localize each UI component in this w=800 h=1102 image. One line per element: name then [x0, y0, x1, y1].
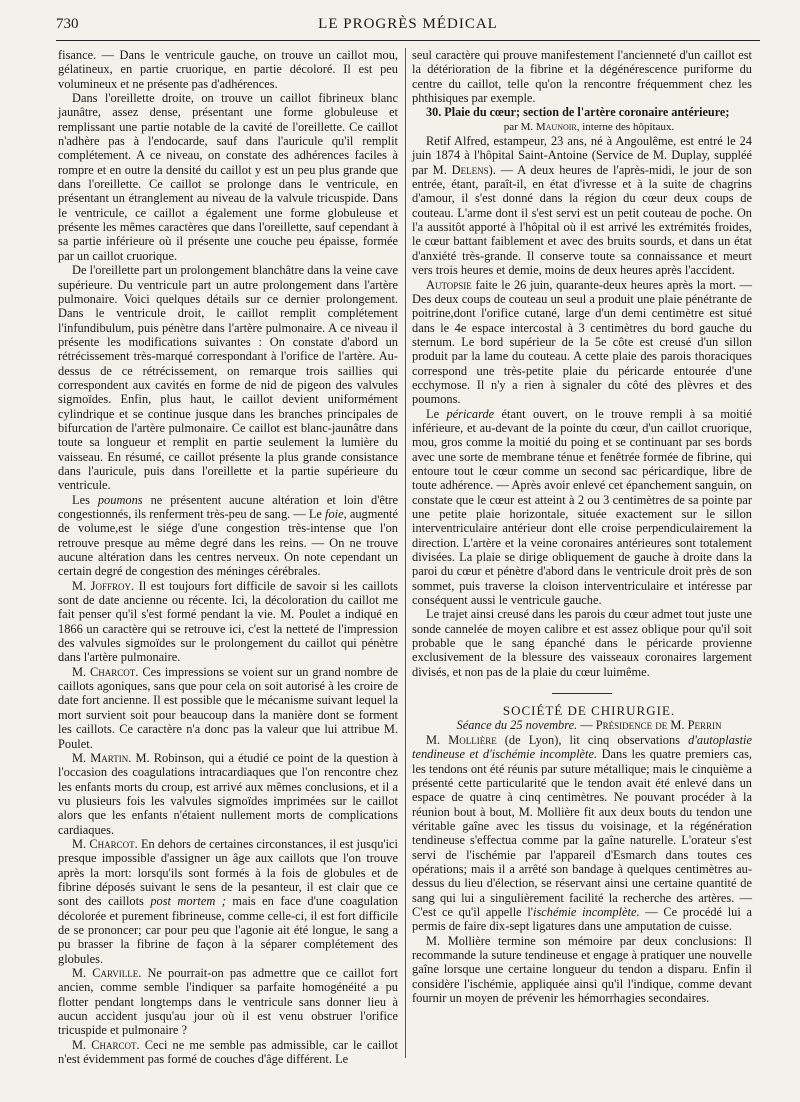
paragraph — [412, 134, 752, 277]
text: Ne pourrait-on pas admettre que ce caillot fort ancien, comme semble l'indiquer sa parfaite homogénéité a pu flotter pendant longtemps dans le ventricule sans donner lieu à aucun accident jusqu'au jour où il est venu obstruer l'orifice tricuspide et pulmonaire ? — [58, 966, 398, 1038]
paragraph: seul caractère qui prouve manifestement l'ancienneté d'un caillot est la détérioration de la fibrine et la dégénérescence puriforme du centre du caillot, telle qu'on la rencontre fréquemment chez les phthisiques par exemple. — [412, 48, 752, 106]
paragraph — [412, 278, 752, 407]
left-column — [58, 48, 398, 1066]
paragraph — [58, 751, 398, 837]
text: Ceci ne me semble pas admissible, car le caillot n'est évidemment pas formé de couches d'âge différent. Le — [58, 1037, 398, 1067]
italic-term: péricarde — [446, 406, 495, 421]
paragraph — [58, 1038, 398, 1067]
text: Il est toujours fort difficile de savoir si les caillots sont de date ancienne ou récente. Ici, la décoloration du caillot me fait penser qu'il s'est formé pendant la vie. M. Poulet a indiqué en 1866 un caractère qui se retrouve ici, c'est la netteté de l'impression des valvules sigmoïdes sur le prolongement du caillot qui pénètre dans l'artère pulmonaire. — [58, 578, 398, 665]
text: Ces impressions se voient sur un grand nombre de caillots agoniques, sans que pour cela on soit autorisé à les croire de date fort ancienne. Il est possible que le mécanisme suivant lequel la mort survient soit pour beaucoup dans la manière dont se forment les caillots. Ce caractère n'a donc pas la valeur que lui attribue M. Poulet. — [58, 664, 399, 751]
italic-term: ischémie incomplète. — [533, 904, 640, 919]
text: (de Lyon), lit cinq observations — [496, 732, 689, 747]
president-name: Perrin — [687, 718, 722, 733]
page-header — [56, 16, 760, 38]
paragraph: Le trajet ainsi creusé dans les parois du cœur admet tout juste une sonde cannelée de moyen calibre et est assez oblique pour qu'il soit probable que le sang épanché dans le péricarde provienne exclusivement de la blessure des vaisseaux coronaires largement divisés, et non pas de la plaie du cœur luimême. — [412, 607, 752, 679]
italic-term: foie — [325, 507, 344, 521]
section-label: Autopsie — [426, 277, 472, 292]
text: M. Robinson, qui a étudié ce point de la question à l'occasion des coagulations intracardiaques que l'on rencontre chez les enfants morts du croup, est arrivé aux mêmes conclusions, et il a vu plusieurs fois les valvules sigmoïdes imprimées sur le caillot alors que les enfants n'étaient nullement morts de complications cardiaques. — [58, 750, 398, 837]
section-title: SOCIÉTÉ DE CHIRURGIE. — [502, 703, 676, 719]
text: faite le 26 juin, quarante-deux heures après la mort. — Des deux coups de couteau un seul a produit une plaie pénétrante de poitrine,dont l'orifice cutané, large d'un demi centimètre est situé dans le 4e espace intercostal à 3 centimètres du bord gauche du sternum. Le bord supérieur de la 5e côte est creusé d'un sillon produit par la lame du couteau. A cette plaie des parois thoraciques correspond une très-petite plaie du péricarde entourée d'une ecchymose. Il n'y a rien à signaler du côté des plèvres et des poumons. — [412, 277, 752, 407]
paragraph — [58, 837, 398, 966]
text: par M. — [503, 120, 536, 133]
journal-title: LE PROGRÈS MÉDICAL — [318, 16, 498, 32]
text: Retif Alfred, estampeur, 23 ans, né à Angoulême, est entré le 24 juin 1874 à l'hôpital Saint-Antoine (Service de M. Duplay, suppléé par M. — [412, 134, 752, 177]
paragraph — [58, 966, 398, 1038]
paragraph: De l'oreillette part un prolongement blanchâtre dans la veine cave supérieure. Du ventricule part un autre prolongement dans l'artère pulmonaire. Voici quelques détails sur ce dernier prolongement. Dans le ventricule droit, le caillot remplit complétement l'infundibulum, puis pénètre dans l'artère pulmonaire. A ce niveau il présente les modifications suivantes : On constate d'abord un rétrécissement très-marqué correspondant à l'orifice de l'artère. Au-dessus de ce rétrécissement, on remarque trois saillies qui correspondent aux cavités en forme de nid de pigeon des valvules sigmoïdes. Enfin, plus haut, le caillot devient uniformément cylindrique et se continue jusque dans les branches principales de bifurcation de l'artère pulmonaire. Ce caillot est blanc-jaunâtre dans toute sa longueur et remplit en partie seulement la lumière du vaisseau. En résumé, ce caillot présente la plus grande consistance dans l'auricule, puis dans l'oreillette et la partie supérieure du ventricule. — [58, 263, 398, 493]
author-name: Maunoir — [535, 120, 577, 133]
text: — Présidence de M. — [577, 718, 688, 733]
text: En dehors de certaines circonstances, il est jusqu'ici presque impossible d'assigner un âge aux caillots que l'on trouve après la mort: lorsqu'ils sont formés à la fois de globules et de fibrine déposés suivant le sens de la pesanteur, il est clair que ce sont des caillots — [58, 836, 399, 909]
speaker-name: M. Carville. — [72, 966, 142, 980]
text: Dans les quatre premiers cas, les tendons ont été réunis par suture métallique; mais le cinquième a présenté cette particularité que le tendon avait été enlevé dans un espace de quatre à cinq centimètres. Ne pouvant procéder à la réunion bout à bout, M. Mollière fit aux deux bouts du tendon une véritable gaîne avec les tissus du voisinage, et la régénération tendineuse s'effectua comme par la gaîne naturelle. L'orateur s'est servi de l'ischémie par l'appareil d'Esmarch dans toutes ces opérations; mais il a arrêté son bandage à quelques centimètres au-dessus du lieu d'élection, se réservant ainsi une certaine quantité de sang qui lui a singulièrement facilité la recherche des artères. — C'est ce qu'il appelle l' — [412, 747, 753, 919]
page-number: 730 — [56, 16, 79, 32]
speaker-name: M. Mollière — [426, 732, 497, 747]
text: Le — [426, 406, 447, 421]
italic-term: poumons — [97, 492, 143, 507]
text: ne présentent aucune altération et loin d'être congestionnés, ils renferment très-peu de sang. — Le — [58, 492, 398, 521]
observation-title: 30. Plaie du cœur; section de l'artère coronaire antérieure; — [426, 105, 730, 120]
right-column — [412, 48, 752, 1005]
text: — Ce procédé lui a permis de faire dix-sept ligatures dans une amputation de cuisse. — [412, 904, 753, 934]
text: , interne des hôpitaux. — [576, 120, 675, 133]
italic-term: d'autoplastie tendineuse et d'ischémie incomplète. — [412, 732, 752, 762]
speaker-name: M. Charcot. — [72, 836, 138, 851]
text: mais en face d'une coagulation décolorée et purement fibrineuse, comme celle-ci, il est fort difficile de se prononcer; car pour peu que l'agonie ait été longue, le sang a pu brasser la fibrine de façon à la séparer complétement des globules. — [58, 894, 398, 966]
section-rule — [552, 693, 612, 694]
speaker-name: M. Charcot. — [72, 1037, 140, 1052]
speaker-name: M. Charcot. — [72, 664, 139, 679]
speaker-name: M. Joffroy. — [72, 578, 135, 593]
column-divider — [405, 48, 406, 1058]
paragraph — [412, 407, 752, 608]
text: , augmenté de volume,est le siége d'une congestion très-intense que l'on retrouve presque au même degré dans les reins. — On ne trouve aucune altération dans les centres nerveux. On note cependant un certain degré de congestion des méninges cérébrales. — [58, 507, 398, 579]
paragraph — [58, 493, 398, 579]
speaker-name: M. Martin. — [72, 750, 132, 765]
paragraph — [58, 665, 398, 751]
italic-term: post mortem ; — [150, 894, 226, 909]
text: Les — [72, 492, 98, 507]
paragraph — [58, 579, 398, 665]
session-date: Séance du 25 novembre. — [456, 718, 578, 733]
header-rule — [56, 40, 760, 41]
person-name: Delens — [451, 162, 489, 177]
paragraph: M. Mollière termine son mémoire par deux conclusions: Il recommande la suture tendineuse et engage à pratiquer une nouvelle gaîne lorsque une certaine longueur du tendon a disparu. Enfin il considère l'ischémie, appliquée ainsi qu'il l'indique, comme devant fournir un moyen de prévenir les hémorrhagies secondaires. — [412, 933, 752, 1005]
paragraph — [412, 733, 752, 934]
text: étant ouvert, on le trouve rempli à sa moitié inférieure, et au-devant de la pointe du cœur, d'un caillot cruorique, mou, gros comme la moitié du poing et se continuant par ses bords avec une sorte de membrane ténue et fenêtrée formée de fibrine, qui entoure tout le cœur comme un second sac péricardique, libre de toute adhérence. — Après avoir enlevé cet épanchement sanguin, on constate que le cœur est atteint à 2 ou 3 centimètres de sa pointe par une petite plaie horizontale, située exactement sur le sillon interventriculaire antérieur dont elle croise perpendiculairement la direction. L'artère et la veine coronaires antérieures sont totalement divisées. La plaie se dirige obliquement de gauche à droite dans la paroi du cœur et pénètre d'abord dans le ventricule droit près de son sommet, puis traverse la cloison interventriculaire et intéresse par conséquent aussi le ventricule gauche. — [412, 406, 752, 608]
paragraph: Dans l'oreillette droite, on trouve un caillot fibrineux blanc jaunâtre, assez dense, présentant une forme globuleuse et remplissant une partie notable de la cavité de l'oreillette. Ce caillot n'adhère pas à l'endocarde, sauf dans l'auricule qu'il remplit complétement. A ce niveau, on constate des adhérences faciles à rompre et en outre la densité du caillot y est un peu plus grande que dans l'oreillette. Ce caillot se prolonge dans le ventricule, en présentant un étranglement au niveau de la valvule tricuspide. Dans le ventricule, ce caillot a également une forme globuleuse et présente les mêmes caractères que dans l'oreillette, sauf cependant à sa partie inférieure où il présente une couche peu épaisse, formée par un caillot cruorique. — [58, 91, 398, 263]
observation-author — [412, 120, 752, 134]
session-line — [412, 718, 752, 732]
text: ). — A deux heures de l'après-midi, le jour de son entrée, étant, paraît-il, en état d'ivresse et à la suite de chagrins d'amour, il s'est donné dans la région du cœur deux coups de couteau. L'arme dont il s'est servi est un petit couteau de poche. On l'a aussitôt apporté à l'hôpital où il est arrivé les extrémités froides, le cœur battant faiblement et avec des bruits sourds, et dans un état d'anxiété très-grande. Il conserve toute sa connaissance et meurt vers trois heures et demie, moins de deux heures après l'accident. — [412, 162, 752, 278]
paragraph: fisance. — Dans le ventricule gauche, on trouve un caillot mou, gélatineux, en partie cruorique, en partie décoloré. Il est peu volumineux et ne présente pas d'adhérences. — [58, 48, 398, 91]
